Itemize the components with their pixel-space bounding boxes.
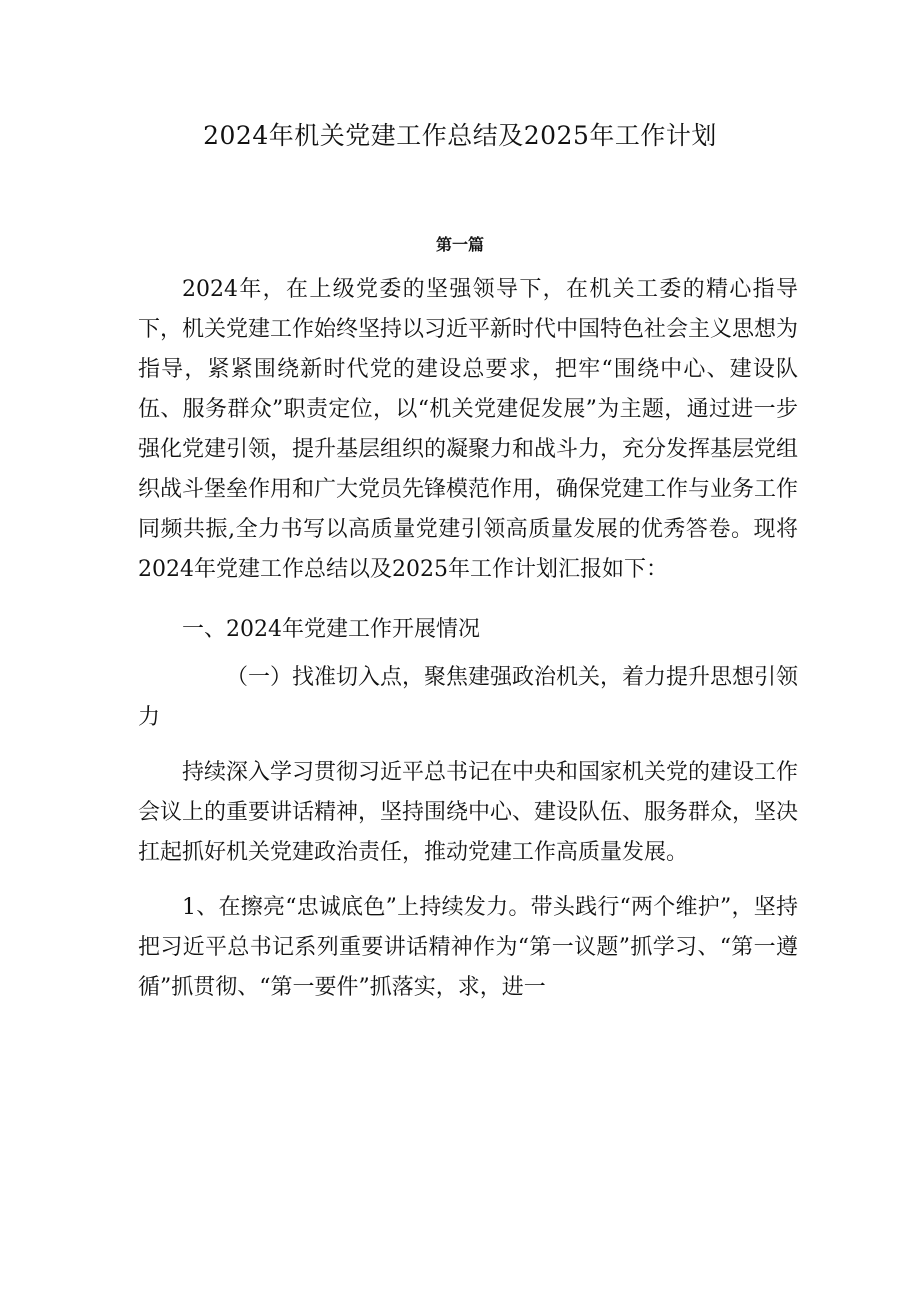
document-title: 2024年机关党建工作总结及2025年工作计划 xyxy=(203,121,717,150)
list-item-paragraph: 1、在擦亮“忠诚底色”上持续发力。带头践行“两个维护”，坚持把习近平总书记系列重要讲话精神作为“第一议题”抓学习、“第一遵循”抓贯彻、“第一要件”抓落实，求，进一 xyxy=(138,895,798,1000)
body-paragraph: 持续深入学习贯彻习近平总书记在中央和国家机关党的建设工作会议上的重要讲话精神，坚持围绕中心、建设队伍、服务群众，坚决扛起抓好机关党建政治责任，推动党建工作高质量发展。 xyxy=(138,760,799,865)
intro-paragraph: 2024年，在上级党委的坚强领导下，在机关工委的精心指导下，机关党建工作始终坚持以习近平新时代中国特色社会主义思想为指导，紧紧围绕新时代党的建设总要求，把牢“围绕中心、建设队伍、服务群众”职责定位，以“机关党建促发展”为主题，通过进一步强化党建引领，提升基层组织的凝聚力和战斗力，充分发挥基层党组织战斗堡垒作用和广大党员先锋模范作用，确保党建工作与业务工作同频共振,全力书写以高质量党建引领高质量发展的优秀答卷。现将2024年党建工作总结以及2025年工作计划汇报如下： xyxy=(138,277,799,582)
subsection-heading: （一）找准切入点，聚焦建强政治机关，着力提升思想引领力 xyxy=(138,665,799,730)
section-heading: 一、2024年党建工作开展情况 xyxy=(182,617,480,642)
section-label: 第一篇 xyxy=(435,235,484,254)
document-body xyxy=(138,270,798,1008)
